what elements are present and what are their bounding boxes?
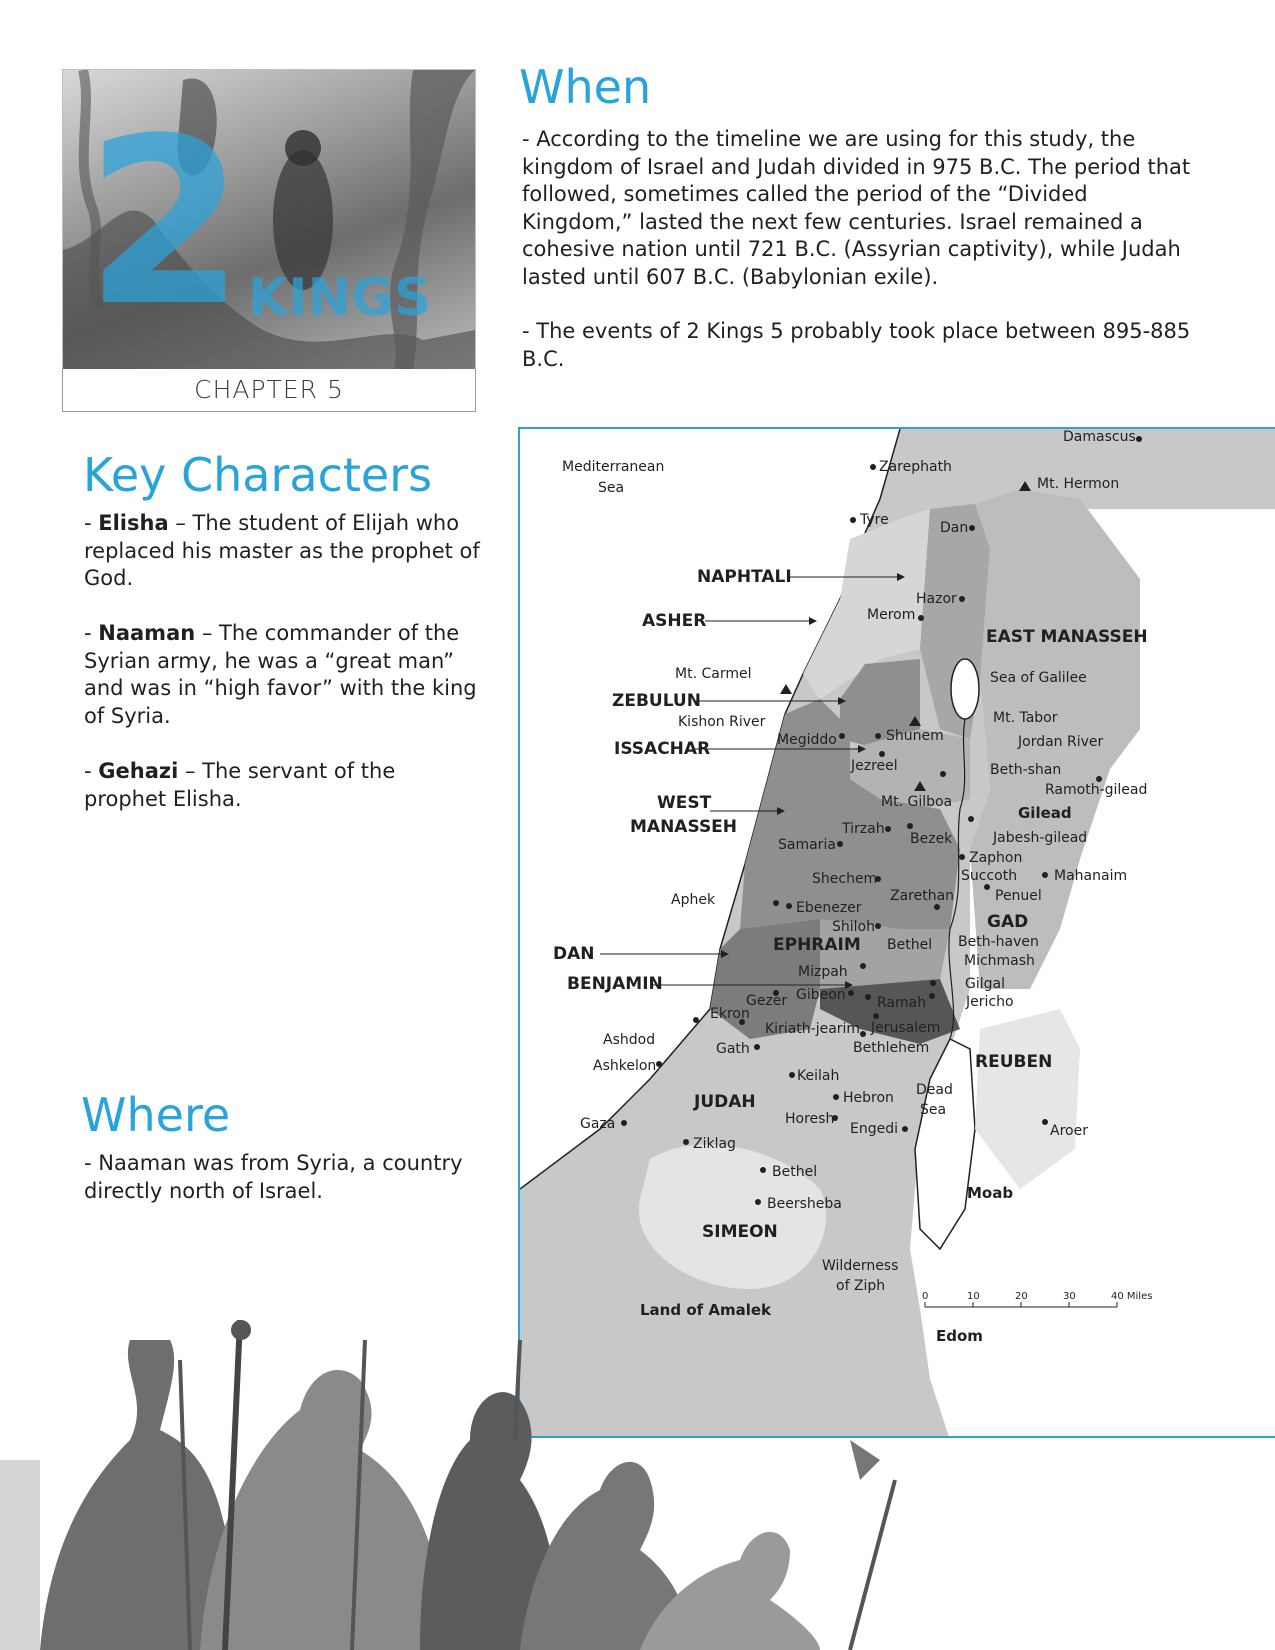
- character-prefix: -: [84, 759, 99, 783]
- place-bethel-south: Bethel: [772, 1164, 818, 1180]
- place-hebron: Hebron: [843, 1090, 894, 1106]
- place-michmash: Michmash: [964, 953, 1035, 969]
- place-damascus: Damascus: [1063, 429, 1136, 445]
- scale-tick: 40 Miles: [1111, 1291, 1153, 1302]
- place-kishon-river: Kishon River: [678, 714, 766, 730]
- place-tirzah: Tirzah: [842, 821, 885, 837]
- cover-book-word: KINGS: [248, 268, 432, 328]
- place-wilderness-1: Wilderness: [822, 1258, 899, 1274]
- place-gibeon: Gibeon: [796, 987, 846, 1003]
- place-moab: Moab: [967, 1184, 1014, 1202]
- soldiers-illustration: [0, 1320, 1000, 1650]
- place-megiddo: Megiddo: [777, 732, 837, 748]
- place-beth-haven: Beth-haven: [958, 934, 1039, 950]
- scale-tick: 10: [967, 1291, 980, 1302]
- place-dan-city: Dan: [940, 520, 969, 536]
- place-merom: Merom: [867, 607, 916, 623]
- place-beersheba: Beersheba: [767, 1196, 842, 1212]
- place-jordan-river: Jordan River: [1018, 734, 1104, 750]
- place-ziklag: Ziklag: [693, 1136, 736, 1152]
- place-shechem: Shechem: [812, 871, 878, 887]
- place-ramoth-gilead: Ramoth-gilead: [1045, 782, 1148, 798]
- cover-big-number: 2: [85, 90, 246, 357]
- place-sea-of-galilee: Sea of Galilee: [990, 670, 1087, 686]
- place-ashdod: Ashdod: [603, 1032, 656, 1048]
- place-gilgal: Gilgal: [965, 976, 1005, 992]
- place-jezreel: Jezreel: [851, 758, 898, 774]
- scale-tick: 0: [922, 1291, 929, 1302]
- place-bethlehem: Bethlehem: [853, 1040, 930, 1056]
- scale-tick: 20: [1015, 1291, 1028, 1302]
- where-heading: Where: [81, 1088, 231, 1142]
- place-ekron: Ekron: [710, 1006, 750, 1022]
- cover-illustration: [62, 69, 476, 371]
- place-dead-sea-2: Sea: [920, 1102, 947, 1118]
- place-jericho: Jericho: [966, 994, 1014, 1010]
- place-gilead: Gilead: [1018, 804, 1072, 822]
- when-heading: When: [519, 60, 652, 114]
- character-naaman: [84, 620, 484, 730]
- place-mahanaim: Mahanaim: [1054, 868, 1128, 884]
- place-bethel: Bethel: [887, 937, 933, 953]
- tribe-ephraim: EPHRAIM: [773, 935, 861, 955]
- character-name: Elisha: [98, 511, 169, 535]
- tribe-simeon: SIMEON: [702, 1222, 778, 1242]
- place-zarephath: Zarephath: [879, 459, 952, 475]
- character-prefix: -: [84, 621, 99, 645]
- place-aroer: Aroer: [1050, 1123, 1088, 1139]
- tribe-reuben: REUBEN: [975, 1052, 1053, 1072]
- place-mt-tabor: Mt. Tabor: [993, 710, 1058, 726]
- character-name: Naaman: [98, 621, 196, 645]
- tribe-benjamin: BENJAMIN: [567, 974, 663, 994]
- place-mediterranean-1: Mediterranean: [562, 459, 665, 475]
- tribe-west-manasseh-2: MANASSEH: [630, 817, 738, 837]
- place-engedi: Engedi: [850, 1121, 898, 1137]
- when-paragraph-1: - According to the timeline we are using for this study, the kingdom of Israel and Judah divided in 975 B.C. The period that followed, sometimes called the period of the “Divided Kingdom,” lasted the next few centuries. Israel remained a cohesive nation until 721 B.C. (Assyrian captivity), while Judah lasted until 607 B.C. (Babylonian exile).: [522, 127, 1191, 289]
- place-zaphon: Zaphon: [969, 850, 1023, 866]
- place-ramah: Ramah: [877, 995, 927, 1011]
- place-ebenezer: Ebenezer: [796, 900, 862, 916]
- place-dead-sea-1: Dead: [916, 1082, 953, 1098]
- character-gehazi: [84, 758, 484, 813]
- place-wilderness-2: of Ziph: [836, 1278, 886, 1294]
- place-bezek: Bezek: [910, 831, 953, 847]
- place-samaria: Samaria: [778, 837, 836, 853]
- chapter-label: CHAPTER 5: [62, 369, 476, 412]
- tribe-zebulun: ZEBULUN: [612, 691, 701, 711]
- place-horesh: Horesh: [785, 1111, 835, 1127]
- place-aphek: Aphek: [671, 892, 716, 908]
- place-jerusalem: Jerusalem: [871, 1020, 941, 1036]
- key-characters-heading: Key Characters: [83, 448, 433, 502]
- place-shiloh: Shiloh: [832, 919, 875, 935]
- place-mt-gilboa: Mt. Gilboa: [881, 794, 953, 810]
- place-penuel: Penuel: [995, 888, 1042, 904]
- place-mt-carmel: Mt. Carmel: [675, 666, 752, 682]
- map-svg: [520, 429, 1275, 1438]
- place-gad: GAD: [987, 912, 1029, 932]
- place-zarethan: Zarethan: [890, 888, 955, 904]
- place-keilah: Keilah: [797, 1068, 840, 1084]
- when-paragraph-2: - The events of 2 Kings 5 probably took place between 895-885 B.C.: [522, 319, 1191, 371]
- character-name: Gehazi: [98, 759, 179, 783]
- place-edom: Edom: [936, 1327, 983, 1345]
- where-paragraph: - Naaman was from Syria, a country directly north of Israel.: [84, 1151, 463, 1203]
- place-gath: Gath: [716, 1041, 750, 1057]
- character-elisha: [84, 510, 484, 593]
- place-shunem: Shunem: [886, 728, 944, 744]
- tribe-east-manasseh: EAST MANASSEH: [986, 627, 1148, 647]
- character-description: – The commander of the Syrian army, he was a “great man” and was in “high favor” with the king of Syria.: [84, 621, 477, 728]
- character-description: – The servant of the prophet Elisha.: [84, 759, 396, 811]
- scale-tick: 30: [1063, 1291, 1076, 1302]
- place-kiriath-jearim: Kiriath-jearim: [765, 1021, 861, 1037]
- tribe-west-manasseh-1: WEST: [657, 793, 712, 813]
- place-succoth: Succoth: [961, 868, 1018, 884]
- place-mt-hermon: Mt. Hermon: [1037, 476, 1120, 492]
- place-gaza: Gaza: [580, 1116, 616, 1132]
- tribe-issachar: ISSACHAR: [614, 739, 711, 759]
- place-hazor: Hazor: [916, 591, 957, 607]
- cover-art: [63, 70, 475, 370]
- tribe-naphtali: NAPHTALI: [697, 567, 792, 587]
- place-mediterranean-2: Sea: [598, 480, 625, 496]
- tribe-dan: DAN: [553, 944, 595, 964]
- place-mizpah: Mizpah: [798, 964, 848, 980]
- place-beth-shan: Beth-shan: [990, 762, 1062, 778]
- tribe-judah: JUDAH: [694, 1092, 756, 1112]
- map-of-israel: [518, 427, 1275, 1438]
- character-prefix: -: [84, 511, 99, 535]
- place-jabesh-gilead: Jabesh-gilead: [993, 830, 1088, 846]
- place-tyre: Tyre: [860, 512, 889, 528]
- character-description: – The student of Elijah who replaced his master as the prophet of God.: [84, 511, 480, 590]
- place-land-of-amalek: Land of Amalek: [640, 1301, 772, 1319]
- tribe-asher: ASHER: [642, 611, 707, 631]
- place-ashkelon: Ashkelon: [593, 1058, 657, 1074]
- place-gezer: Gezer: [746, 993, 788, 1009]
